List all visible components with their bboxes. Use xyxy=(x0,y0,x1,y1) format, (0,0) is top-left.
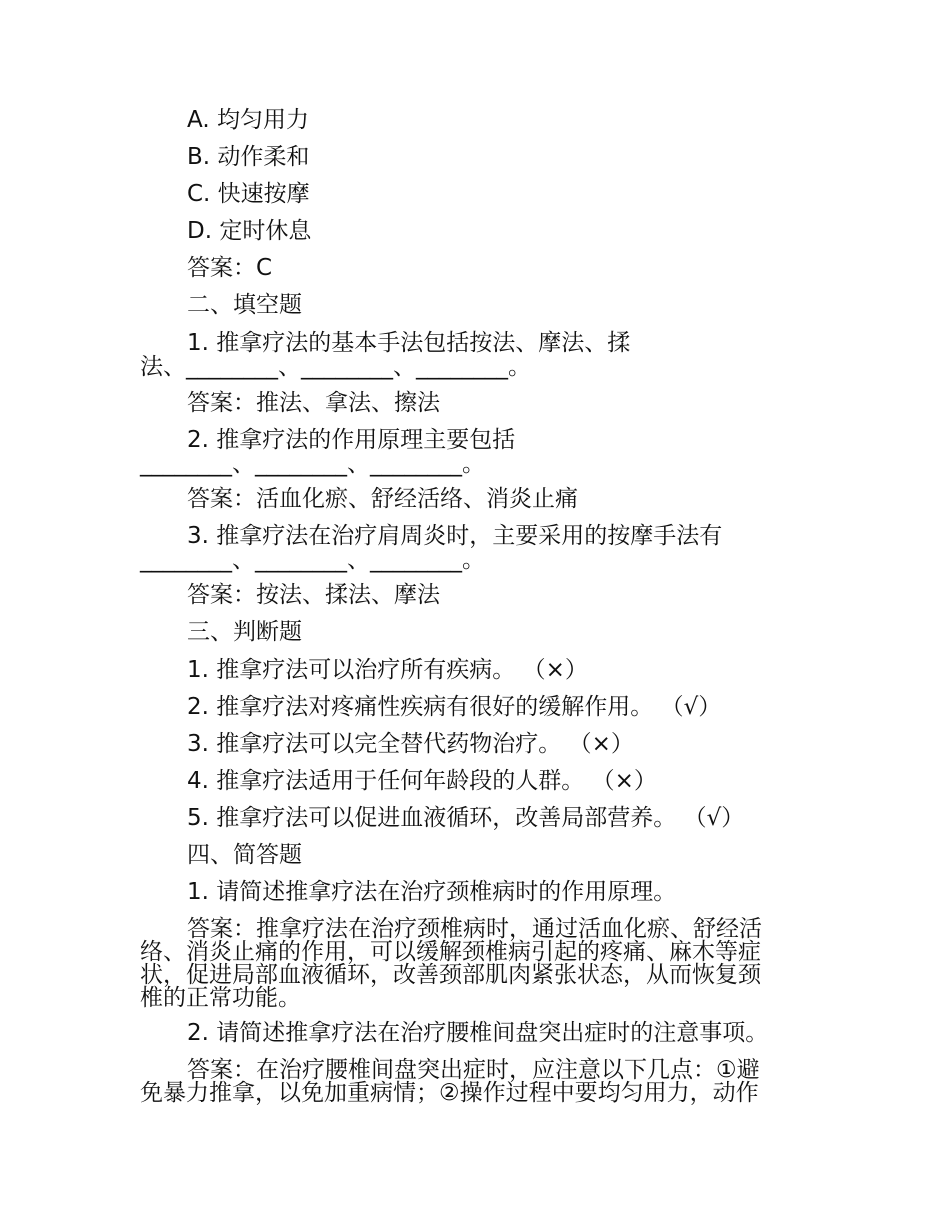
option-b: B. 动作柔和 xyxy=(187,144,310,170)
tf-question-4: 4. 推拿疗法适用于任何年龄段的人群。 （×） xyxy=(187,768,657,794)
short-answer-2-line-2: 免暴力推拿，以免加重病情；②操作过程中要均匀用力，动作 xyxy=(140,1080,759,1106)
tf-question-3: 3. 推拿疗法可以完全替代药物治疗。 （×） xyxy=(187,731,634,757)
short-answer-1-line-4: 椎的正常功能。 xyxy=(140,985,301,1011)
fill-question-2: 2. 推拿疗法的作用原理主要包括 xyxy=(187,427,516,453)
tf-question-2: 2. 推拿疗法对疼痛性疾病有很好的缓解作用。 （√） xyxy=(187,694,722,720)
option-a: A. 均匀用力 xyxy=(187,107,309,133)
tf-question-5: 5. 推拿疗法可以促进血液循环，改善局部营养。 （√） xyxy=(187,805,745,831)
short-answer-1-line-3: 状，促进局部血液循环，改善颈部肌肉紧张状态，从而恢复颈 xyxy=(140,962,761,988)
short-question-2: 2. 请简述推拿疗法在治疗腰椎间盘突出症时的注意事项。 xyxy=(187,1020,769,1046)
fill-question-3-blanks: ________、________、________。 xyxy=(140,547,485,573)
short-answer-2-line-1: 答案：在治疗腰椎间盘突出症时，应注意以下几点：①避 xyxy=(187,1057,760,1083)
option-d: D. 定时休息 xyxy=(187,218,312,244)
section-heading-fill-blank: 二、填空题 xyxy=(187,292,302,318)
short-answer-1-line-1: 答案：推拿疗法在治疗颈椎病时，通过活血化瘀、舒经活 xyxy=(187,916,762,942)
section-heading-true-false: 三、判断题 xyxy=(187,619,302,645)
fill-question-2-blanks: ________、________、________。 xyxy=(140,451,485,477)
fill-answer-3: 答案：按法、揉法、摩法 xyxy=(187,582,440,608)
short-question-1: 1. 请简述推拿疗法在治疗颈椎病时的作用原理。 xyxy=(187,879,677,905)
answer-line: 答案：C xyxy=(187,255,273,281)
short-answer-1-line-2: 络、消炎止痛的作用，可以缓解颈椎病引起的疼痛、麻木等症 xyxy=(140,939,761,965)
fill-answer-1: 答案：推法、拿法、擦法 xyxy=(187,390,440,416)
fill-question-3: 3. 推拿疗法在治疗肩周炎时，主要采用的按摩手法有 xyxy=(187,523,723,549)
fill-question-1: 1. 推拿疗法的基本手法包括按法、摩法、揉 xyxy=(187,330,631,356)
section-heading-short-answer: 四、简答题 xyxy=(187,842,302,868)
fill-answer-2: 答案：活血化瘀、舒经活络、消炎止痛 xyxy=(187,486,578,512)
tf-question-1: 1. 推拿疗法可以治疗所有疾病。 （×） xyxy=(187,657,588,683)
option-c: C. 快速按摩 xyxy=(187,181,310,207)
fill-question-1-blanks: 法、________、________、________。 xyxy=(140,354,531,380)
